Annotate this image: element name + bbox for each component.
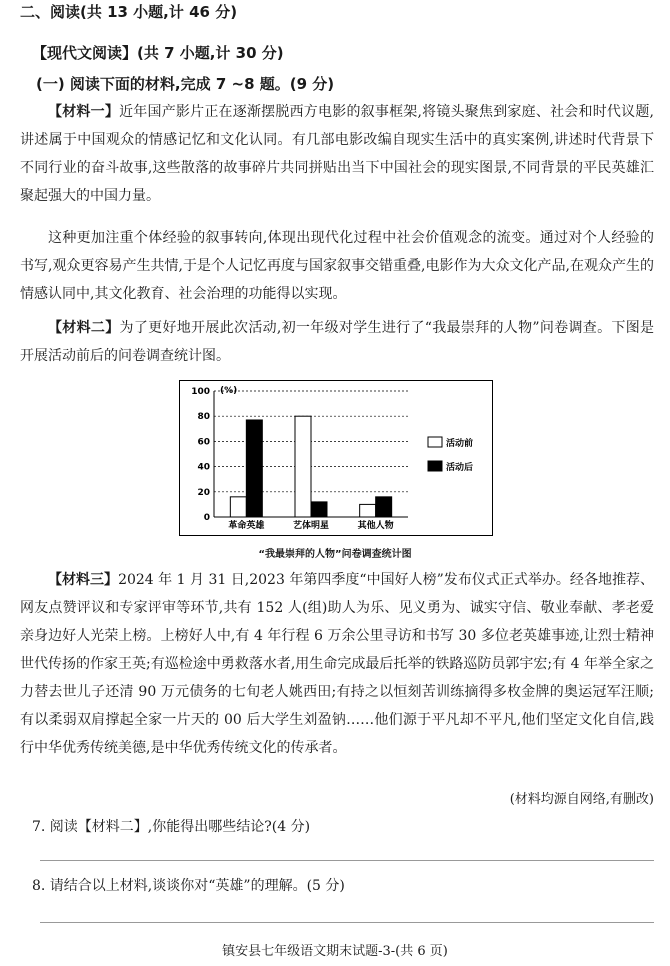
legend-label: 活动后 <box>446 463 474 473</box>
legend-swatch <box>428 437 442 447</box>
y-tick-label: 60 <box>197 437 210 448</box>
chart-title: “我最崇拜的人物”问卷调查统计图 <box>258 549 412 560</box>
question-8: 8. 请结合以上材料,谈谈你对“英雄”的理解。(5 分) <box>32 878 345 894</box>
answer-line-8[interactable] <box>40 922 654 923</box>
material1-tag: 【材料一】 <box>48 104 120 120</box>
material1-paragraph1 <box>20 98 654 210</box>
bar-after <box>311 502 327 517</box>
y-tick-label: 0 <box>203 513 210 523</box>
answer-line-7[interactable] <box>40 860 654 861</box>
x-tick-label: 革命英雄 <box>228 521 265 531</box>
material3-paragraph <box>20 566 654 762</box>
bar-chart <box>180 381 492 535</box>
x-tick-label: 其他人物 <box>357 521 394 531</box>
section-heading: 二、阅读(共 13 小题,计 46 分) <box>20 3 238 21</box>
legend-swatch <box>428 461 442 471</box>
material2-text: 为了更好地开展此次活动,初一年级对学生进行了“我最崇拜的人物”问卷调查。下图是开展活动前后的问卷调查统计图。 <box>20 320 655 364</box>
material3-text: 2024 年 1 月 31 日,2023 年第四季度“中国好人榜”发布仪式正式举办。经各地推荐、网友点赞评议和专家评审等环节,共有 152 人(组)助人为乐、见义勇为、诚实守信、敬业奉献、孝老爱亲身边好人光荣上榜。上榜好人中,有 4 年行程 6 万余公里寻访和书写 30 多位老英雄事迹,让烈士精神世代传扬的作家王英;有巡检途中勇救落水者,用生命完成最后托举的铁路巡防员郭宇宏;有 4 年举全家之力替去世儿子还清 90 万元债务的七旬老人姚西田;有持之以恒刻苦训练摘得多枚金牌的奥运冠军汪顺;有以柔弱双肩撑起全家一片天的 00 后大学生刘盈钠……他们源于平凡却不平凡,他们坚定文化自信,践行中华优秀传统美德,是中华优秀传统文化的传承者。 <box>20 572 655 756</box>
material1-paragraph2: 这种更加注重个体经验的叙事转向,体现出现代化过程中社会价值观念的流变。通过对个人经验的书写,观众更容易产生共情,于是个人记忆再度与国家叙事交错重叠,电影作为大众文化产品,在观众产生的情感认同中,其文化教育、社会治理的功能得以实现。 <box>20 230 654 302</box>
y-tick-label: 100 <box>191 387 210 397</box>
y-axis-label: (%) <box>220 386 238 396</box>
part-heading: (一) 阅读下面的材料,完成 7 ~8 题。(9 分) <box>36 75 335 93</box>
y-tick-label: 80 <box>197 412 210 423</box>
bar-before <box>230 497 246 517</box>
material1-text1: 近年国产影片正在逐渐摆脱西方电影的叙事框架,将镜头聚焦到家庭、社会和时代议题,讲述属于中国观众的情感记忆和文化认同。有几部电影改编自现实生活中的真实案例,讲述时代背景下不同行业的奋斗故事,这些散落的故事碎片共同拼贴出当下中国社会的现实图景,不同背景的平民英雄汇聚起强大的中国力量。 <box>20 104 654 204</box>
bar-after <box>246 420 262 517</box>
subsection-heading: 【现代文阅读】(共 7 小题,计 30 分) <box>32 44 284 62</box>
y-tick-label: 20 <box>197 487 210 498</box>
y-tick-label: 40 <box>197 462 210 473</box>
bar-after <box>376 497 392 517</box>
x-tick-label: 艺体明星 <box>292 521 330 531</box>
material2-paragraph <box>20 314 654 370</box>
page-footer: 镇安县七年级语文期末试题-3-(共 6 页) <box>222 944 448 959</box>
bar-before <box>295 416 311 517</box>
question-7: 7. 阅读【材料二】,你能得出哪些结论?(4 分) <box>32 819 311 835</box>
legend-label: 活动前 <box>446 439 474 449</box>
material3-tag: 【材料三】 <box>48 572 119 588</box>
source-note: (材料均源自网络,有删改) <box>509 792 654 807</box>
chart-frame <box>179 380 493 536</box>
material2-tag: 【材料二】 <box>48 320 120 336</box>
bar-before <box>360 504 376 517</box>
